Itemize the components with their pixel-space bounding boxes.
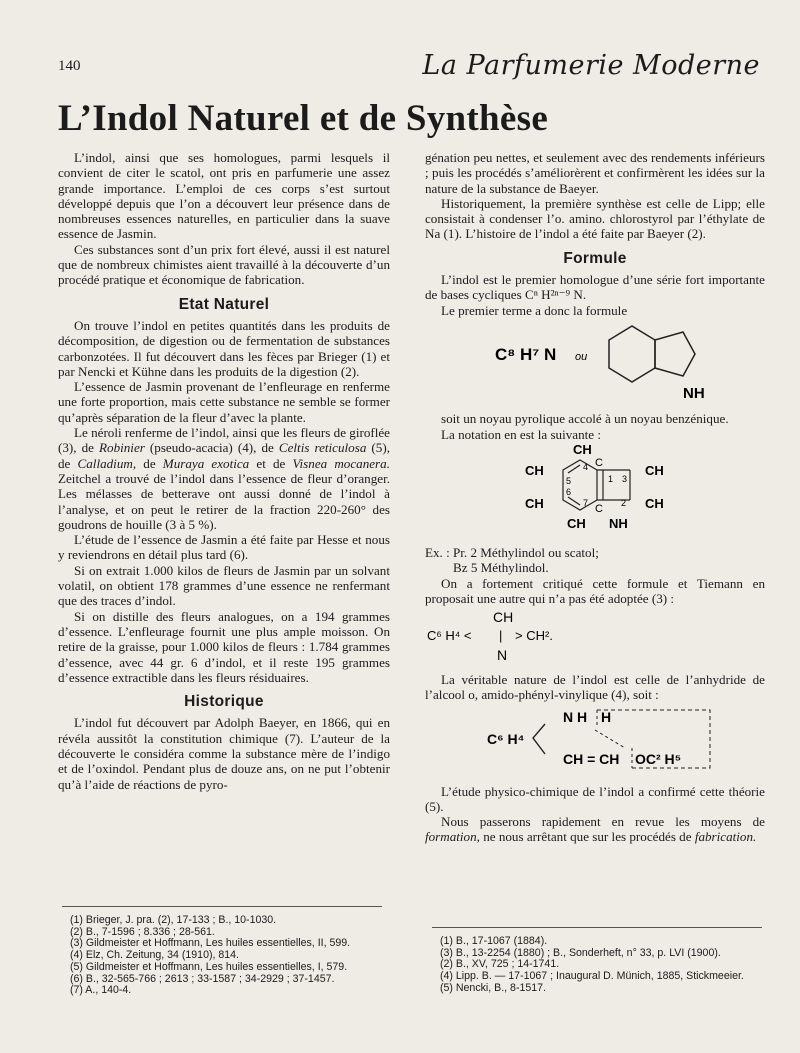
footnote-divider	[62, 906, 382, 907]
bicyclic-ring-icon	[609, 326, 695, 382]
footnote: (1) B., 17-1067 (1884).	[440, 935, 548, 947]
example-line: Bz 5 Méthylindol.	[453, 560, 549, 576]
ring-ch-tl: CH	[525, 462, 544, 478]
ring-num-2: 2	[621, 497, 627, 508]
example-line: Ex. : Pr. 2 Méthylindol ou scatol;	[425, 545, 599, 561]
ring-num-1: 1	[608, 473, 614, 484]
footnote: (5) Gildmeister et Hoffmann, Les huiles essentielles, I, 579.	[70, 960, 348, 973]
footnote: (2) B., 7-1596 ; 8.336 ; 28-561.	[70, 925, 215, 938]
paragraph: Le néroli renferme de l’indol, ainsi que les fleurs de giroflée (3), de Robinier (pseudo-acacia) (4), de Celtis reticulosa (5), de Calladium, de Muraya exotica et de Visnea mocanera. Zeitchel a trouvé de l’indol dans l’essence de fleur d’oranger. Les mélasses de betterave ont aussi donné de l’indol à l’analyse, et on peut le retirer de la fraction 220-260° des goudrons de houille (3 à 5 %).	[58, 425, 390, 532]
paragraph: On a fortement critiqué cette formule et Tiemann en proposait une autre qui n’a pas été adoptée (3) :	[425, 575, 765, 607]
section-heading-etat-naturel: Etat Naturel	[178, 295, 270, 313]
paragraph: L’étude de l’essence de Jasmin a été faite par Hesse et nous y reviendrons en détail plus tard (6).	[58, 532, 390, 563]
paragraph: Si on extrait 1.000 kilos de fleurs de Jasmin par un solvant volatil, on obtient 178 grammes d’une essence ne renfermant que des traces d’indol.	[58, 562, 390, 609]
paragraph: L’indol fut découvert par Adolph Baeyer, en 1866, qui en révéla aussitôt la constitution chimique (7). L’auteur de la découverte le considéra comme la substance mère de l’indigo et de l’oxindol. Pendant plus de douze ans, on ne put l’obtenir qu’à l’aide de réactions de pyro-	[58, 715, 390, 792]
ring-ch-bl: CH	[525, 495, 544, 511]
f3-h: H	[601, 709, 612, 726]
footnote: (3) B., 13-2254 (1880) ; B., Sonderheft, n° 33, p. LVI (1900).	[440, 946, 721, 959]
ring-ch-bottom: CH	[567, 515, 586, 531]
paragraph: L’étude physico-chimique de l’indol a confirmé cette théorie (5).	[425, 783, 765, 814]
footnote: (1) Brieger, J. pra. (2), 17-133 ; B., 10-1030.	[70, 914, 277, 926]
f2-right: > CH².	[515, 628, 553, 644]
paragraph: génation peu nettes, et seulement avec des rendements inférieurs ; puis les procédés s’améliorèrent et confirmèrent les idées sur la nature de la substance de Baeyer.	[425, 150, 765, 196]
footnote: (7) A., 140-4.	[70, 984, 132, 997]
footnote: (4) Lipp. B. — 17-1067 ; Inaugural D. Münich, 1885, Stickmeeier.	[440, 970, 744, 983]
footnote-divider	[432, 927, 762, 928]
f2-left: C⁶ H⁴ <	[427, 628, 472, 644]
ring-ch-top: CH	[573, 441, 592, 457]
footnote: (3) Gildmeister et Hoffmann, Les huiles essentielles, II, 599.	[70, 937, 351, 950]
f2-ch: CH	[493, 609, 514, 626]
journal-name: La Parfumerie Moderne	[422, 50, 760, 81]
paragraph: La véritable nature de l’indol est celle de l’anhydride de l’alcool o, amido-phényl-vinylique (4), soit :	[425, 671, 765, 702]
formula-nh: NH	[683, 384, 705, 402]
dashed-lines	[533, 710, 710, 768]
ring-c-bottom: C	[595, 502, 603, 515]
ring-num-4: 4	[583, 461, 589, 472]
formula-text: C⁸ H⁷ N	[495, 344, 557, 364]
footnote: (2) B., XV, 725 ; 14-1741.	[440, 958, 560, 971]
ring-num-5: 5	[566, 475, 572, 486]
f2-bar: |	[499, 628, 503, 644]
formula-ou: ou	[575, 350, 588, 363]
ring-num-3: 3	[622, 473, 628, 484]
f3-ch-eq: CH = CH	[563, 751, 620, 768]
indol-structure-formula	[425, 318, 765, 408]
left-column	[58, 150, 390, 792]
f3-nh: N H	[563, 709, 588, 726]
anhydride-formula	[425, 702, 765, 780]
right-column	[425, 150, 765, 845]
paragraph: On trouve l’indol en petites quantités dans les produits de décomposition, de digestion ou de fermentation de substances carbonzotées. Il fut découvert dans les fèces par Brieger (1) et par Nencki et Kühne dans les produits de la digestion (2).	[58, 317, 390, 379]
f2-n: N	[497, 647, 508, 664]
paragraph: Si on distille des fleurs analogues, on a 194 grammes d’essence. L’enfleurage fournit une plus ample moisson. On retire de la graisse, pour 1.000 kilos de fleurs : 1.784 grammes d’essence, avec 44 gr. 6 d’indol, et il reste 195 grammes d’essence extractible dans les fleurs résiduaires.	[58, 608, 390, 685]
paragraph: La notation en est la suivante :	[441, 426, 601, 442]
paragraph: soit un noyau pyrolique accolé à un noyau benzénique.	[441, 411, 729, 427]
footnotes-right	[440, 936, 770, 995]
paragraph: L’essence de Jasmin provenant de l’enfleurage en renferme une forte proportion, mais cette substance ne semble se former qu’après séparation de la fleur d’avec la plante.	[58, 379, 390, 425]
ring-num-6: 6	[566, 486, 572, 497]
paragraph: Historiquement, la première synthèse est celle de Lipp; elle consistait à condenser l’o. amino. chlorostyrol par l’éthylate de Na (1). L’histoire de l’indol a été faite par Baeyer (2).	[425, 195, 765, 242]
footnote: (4) Elz, Ch. Zeitung, 34 (1910), 814.	[70, 949, 239, 962]
paragraph: L’indol, ainsi que ses homologues, parmi lesquels il convient de citer le scatol, ont pris en parfumerie une assez grande importance. L’emploi de ces corps s’est surtout développé depuis que l’on a découvert leur présence dans de nombreuses essences naturelles, en particulier dans la suave essence de Jasmin.	[58, 150, 390, 242]
ring-ch-br: CH	[645, 495, 664, 511]
section-heading-formule: Formule	[563, 249, 627, 267]
article-title: L’Indol Naturel et de Synthèse	[58, 98, 549, 139]
ring-num-7: 7	[583, 497, 589, 508]
paragraph: Le premier terme a donc la formule	[441, 302, 628, 318]
page-number: 140	[58, 58, 81, 74]
ring-nh-bottom: NH	[609, 515, 628, 531]
section-heading-historique: Historique	[184, 693, 264, 711]
numbered-ring-formula	[425, 442, 765, 542]
ring-ch-tr: CH	[645, 462, 664, 478]
footnotes-left	[70, 915, 390, 997]
footnote: (5) Nencki, B., 8-1517.	[440, 981, 546, 994]
tiemann-formula	[425, 606, 765, 668]
f3-oc2h5: OC² H⁵	[635, 751, 682, 768]
paragraph: Nous passerons rapidement en revue les moyens de formation, ne nous arrêtant que sur les procédés de fabrication.	[425, 814, 765, 845]
ring-c-top: C	[595, 456, 603, 469]
paragraph: Ces substances sont d’un prix fort élevé, aussi il est naturel que de nombreux chimistes aient travaillé à la découverte d’un procédé pratique et économique de fabrication.	[58, 241, 390, 288]
f3-c6h4: C⁶ H⁴	[487, 731, 525, 748]
footnote: (6) B., 32-565-766 ; 2613 ; 33-1587 ; 34-2929 ; 37-1457.	[70, 972, 335, 985]
paragraph: L’indol est le premier homologue d’une série fort importante de bases cycliques Cⁿ H²ⁿ⁻⁹ N.	[425, 272, 765, 303]
